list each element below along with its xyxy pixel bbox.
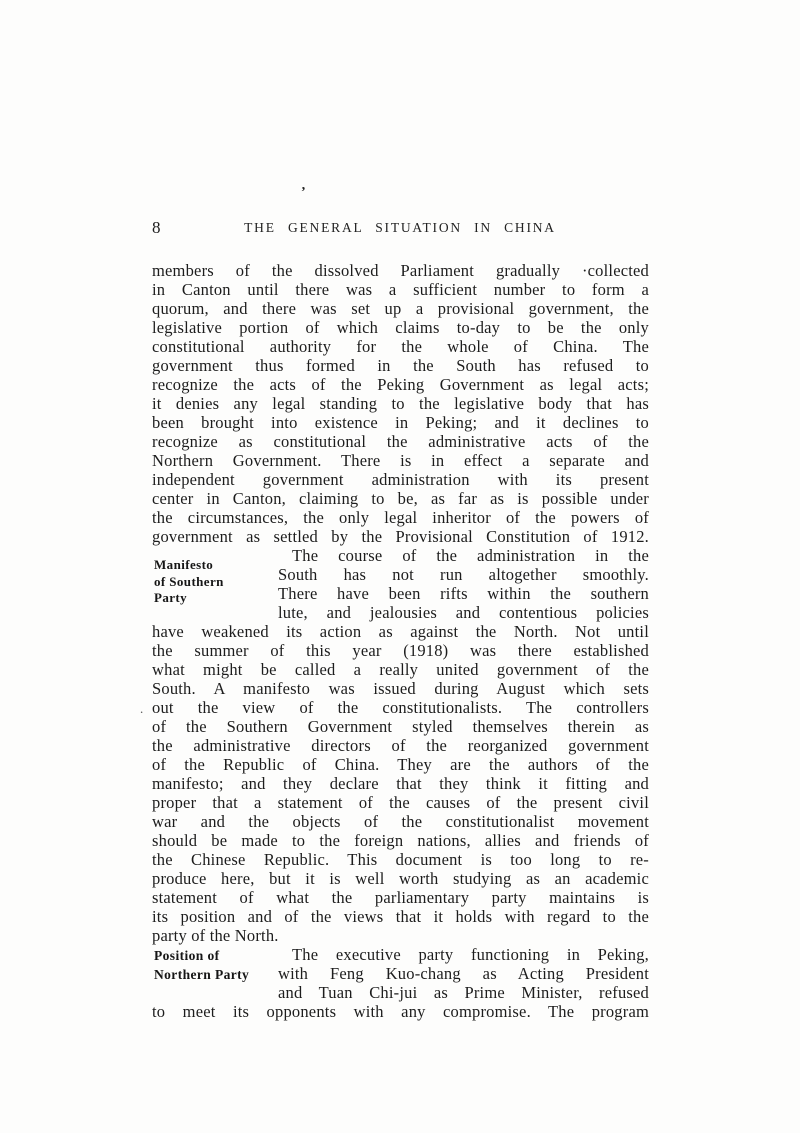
text-line: and Tuan Chi-jui as Prime Minister, refused (278, 983, 649, 1002)
text-line: center in Canton, claiming to be, as far as is possible under (152, 489, 649, 508)
text-line: government as settled by the Provisional Constitution of 1912. (152, 527, 649, 546)
text-line: to meet its opponents with any compromise. The program (152, 1002, 649, 1021)
text-line: proper that a statement of the causes of the present civil (152, 793, 649, 812)
margin-note-position-northern-party (152, 945, 649, 1002)
text-line: There have been rifts within the southern (278, 584, 649, 603)
text-line: constitutional authority for the whole of China. The (152, 337, 649, 356)
text-line: war and the objects of the constitutionalist movement (152, 812, 649, 831)
text-line: produce here, but it is well worth studying as an academic (152, 869, 649, 888)
text-line: its position and of the views that it holds with regard to the (152, 907, 649, 926)
text-line: South. A manifesto was issued during August which sets (152, 679, 649, 698)
text-line: South has not run altogether smoothly. (278, 565, 649, 584)
text-line: Northern Government. There is in effect a separate and (152, 451, 649, 470)
text-line: the administrative directors of the reorganized government (152, 736, 649, 755)
text-line: independent government administration with its present (152, 470, 649, 489)
text-line: of the Southern Government styled themselves therein as (152, 717, 649, 736)
margin-note-label-line: Party (154, 590, 188, 605)
indented-paragraph (278, 546, 649, 622)
text-line: should be made to the foreign nations, allies and friends of (152, 831, 649, 850)
margin-note-label-line: Northern Party (154, 966, 250, 982)
running-head: THE GENERAL SITUATION IN CHINA (244, 220, 556, 235)
text-line: been brought into existence in Peking; and it declines to (152, 413, 649, 432)
margin-note-label-line: Position of (154, 948, 220, 963)
text-line: members of the dissolved Parliament gradually ·collected (152, 261, 649, 280)
text-line: have weakened its action as against the North. Not until (152, 622, 649, 641)
text-line: The course of the administration in the (292, 546, 649, 565)
margin-note-label-line: of Southern (154, 573, 224, 589)
text-line: The executive party functioning in Peking, (292, 945, 649, 964)
margin-note-label (154, 947, 249, 984)
text-line: the circumstances, the only legal inheritor of the powers of (152, 508, 649, 527)
text-line: quorum, and there was set up a provisional government, the (152, 299, 649, 318)
body-text (152, 261, 649, 1021)
margin-note-label-line: Manifesto (154, 557, 214, 572)
text-line: party of the North. (152, 926, 279, 945)
text-line: recognize the acts of the Peking Government as legal acts; (152, 375, 649, 394)
indented-paragraph (278, 945, 649, 1002)
text-line: the summer of this year (1918) was there established (152, 641, 649, 660)
margin-note-manifesto-southern-party (152, 546, 649, 622)
text-line: legislative portion of which claims to-day to be the only (152, 318, 649, 337)
text-line: it denies any legal standing to the legislative body that has (152, 394, 649, 413)
stray-ink-dot: . (140, 701, 144, 716)
text-line: with Feng Kuo-chang as Acting President (278, 964, 649, 983)
margin-note-label (154, 557, 224, 607)
page-number: 8 (152, 218, 161, 237)
text-line: manifesto; and they declare that they think it fitting and (152, 774, 649, 793)
text-line: of the Republic of China. They are the authors of the (152, 755, 649, 774)
text-line: government thus formed in the South has refused to (152, 356, 649, 375)
text-line: the Chinese Republic. This document is too long to re- (152, 850, 649, 869)
text-line: in Canton until there was a sufficient number to form a (152, 280, 649, 299)
stray-ink-mark: ’ (301, 185, 306, 200)
text-line: recognize as constitutional the administrative acts of the (152, 432, 649, 451)
text-line: what might be called a really united government of the (152, 660, 649, 679)
text-line: lute, and jealousies and contentious policies (278, 603, 649, 622)
text-line: out the view of the constitutionalists. The controllers (152, 698, 649, 717)
text-line: statement of what the parliamentary party maintains is (152, 888, 649, 907)
